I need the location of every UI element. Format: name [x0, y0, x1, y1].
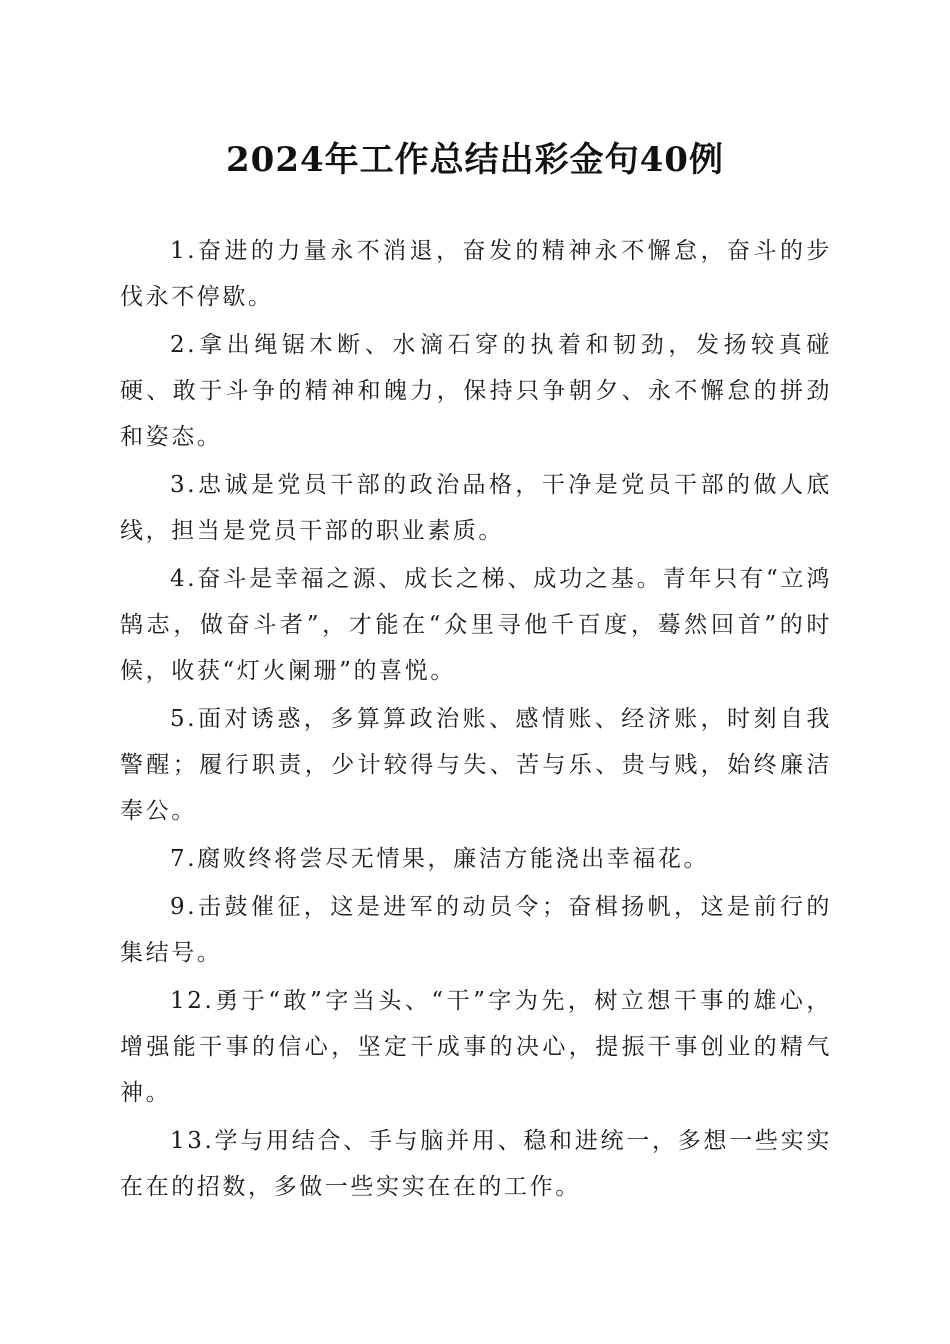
paragraph-9: 9.击鼓催征，这是进军的动员令；奋楫扬帆，这是前行的集结号。 — [120, 894, 832, 966]
paragraph-13: 13.学与用结合、手与脑并用、稳和进统一，多想一些实实在在的招数，多做一些实实在在的工作。 — [120, 1128, 832, 1200]
paragraph-7: 7.腐败终将尝尽无情果，廉洁方能浇出幸福花。 — [170, 846, 710, 872]
document-body — [120, 228, 832, 1212]
paragraph-2: 2.拿出绳锯木断、水滴石穿的执着和韧劲，发扬较真碰硬、敢于斗争的精神和魄力，保持只争朝夕、永不懈怠的拼劲和姿态。 — [120, 332, 832, 450]
page-title: 2024年工作总结出彩金句40例 — [226, 140, 724, 180]
paragraph-3: 3.忠诚是党员干部的政治品格，干净是党员干部的做人底线，担当是党员干部的职业素质。 — [120, 472, 832, 544]
paragraph-5: 5.面对诱惑，多算算政治账、感情账、经济账，时刻自我警醒；履行职责，少计较得与失、苦与乐、贵与贱，始终廉洁奉公。 — [120, 706, 832, 824]
paragraph-12: 12.勇于“敢”字当头、“干”字为先，树立想干事的雄心，增强能干事的信心，坚定干成事的决心，提振干事创业的精气神。 — [120, 988, 832, 1106]
paragraph-1: 1.奋进的力量永不消退，奋发的精神永不懈怠，奋斗的步伐永不停歇。 — [120, 238, 832, 310]
paragraph-4: 4.奋斗是幸福之源、成长之梯、成功之基。青年只有“立鸿鹄志，做奋斗者”，才能在“众里寻他千百度，蓦然回首”的时候，收获“灯火阑珊”的喜悦。 — [120, 566, 832, 684]
